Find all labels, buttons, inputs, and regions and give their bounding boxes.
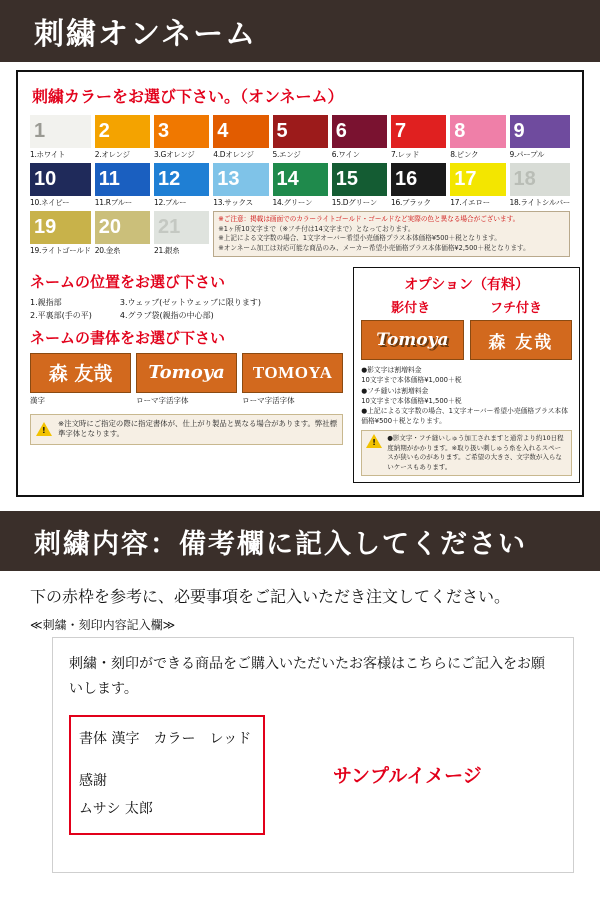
color-swatch-label: 7.レッド xyxy=(391,150,420,159)
font-warning-text: ※注文時にご指定の際に指定書体が、仕上がり製品と異なる場合があります。弊社標準字体となります。 xyxy=(58,418,338,439)
color-swatch-label: 10.ネイビー xyxy=(30,198,70,207)
option-note: 10文字まで本体価格¥1,500＋税 xyxy=(361,396,462,405)
color-note-line: ※ご注意：掲載は画面でのカラーライトゴールド・ゴールドなど実際の色と異なる場合がございます。 xyxy=(218,215,520,223)
color-note-line: ※1ヶ所10文字まで（※フチ付は14文字まで）となっております。 xyxy=(218,224,415,233)
option-note: ●上記による文字数の場合、1文字オーバー希望小売価格プラス本体価格¥500＋税となります。 xyxy=(361,406,569,426)
remarks-sample-frame xyxy=(69,715,265,835)
color-swatch-number: 12 xyxy=(154,163,209,196)
color-swatch-label: 9.パープル xyxy=(509,150,545,159)
color-swatch[interactable] xyxy=(273,115,328,160)
remarks-title: 刺繍内容：備考欄に記入してください xyxy=(34,528,527,560)
color-note-line: ※オンネーム加工は対応可能な商品のみ、メーカー希望小売価格プラス本体価格¥2,500＋税となります。 xyxy=(218,243,530,252)
sample-line: ムサシ 太郎 xyxy=(79,801,153,818)
color-swatch-label: 1.ホワイト xyxy=(30,150,66,159)
sample-image-label: サンプルイメージ xyxy=(333,765,482,788)
position-item: 3.ウェッブ(ゼットウェッブに限ります) xyxy=(119,298,261,308)
color-swatch-label: 2.オレンジ xyxy=(94,150,130,159)
option-head-shadow: 影付き xyxy=(391,301,431,317)
position-item: 2.平裏部(手の平) xyxy=(30,310,92,320)
color-swatch-number: 20 xyxy=(95,211,150,244)
color-swatch-label: 8.ピンク xyxy=(450,150,479,159)
color-swatch-number: 15 xyxy=(332,163,387,196)
color-swatch-label: 13.サックス xyxy=(213,198,253,207)
font-caption-row xyxy=(30,395,343,406)
remarks-lead-text: 下の赤枠を参考に、必要事項をご記入いただき注文してください。 xyxy=(30,587,511,606)
font-caption: ローマ字活字体 xyxy=(136,395,189,405)
font-warning-box xyxy=(30,414,343,445)
color-swatch-label: 16.ブラック xyxy=(391,198,431,207)
color-selection-section xyxy=(0,62,600,501)
sample-line: 書体 漢字 カラー レッド xyxy=(79,731,252,748)
option-warning-text: ●影文字・フチ縫いしゅう加工されますと通常より約10日程度納期がかかります。※取り扱い刺しゅう糸を入れるスペースが狭いものがあります。ご希望の大きさ、文字数が入らないケースもあります。 xyxy=(387,434,564,471)
color-swatch-number: 6 xyxy=(332,115,387,148)
color-swatch-number: 5 xyxy=(273,115,328,148)
color-swatch[interactable] xyxy=(391,163,446,208)
color-swatch-number: 19 xyxy=(30,211,91,244)
color-swatch[interactable] xyxy=(273,163,328,208)
section-header-remarks xyxy=(0,511,600,571)
color-swatch[interactable] xyxy=(95,211,150,257)
color-swatch-number: 11 xyxy=(95,163,150,196)
color-swatch[interactable] xyxy=(95,163,150,208)
remarks-sub-label: ≪刺繍・刻印内容記入欄≫ xyxy=(30,618,176,633)
color-swatch[interactable] xyxy=(332,163,387,208)
option-sample-border: 森 友哉 xyxy=(470,320,572,360)
option-note: ●フチ縫いは割増料金 xyxy=(361,386,429,395)
option-sample-shadow: Tomoya xyxy=(361,320,463,360)
remarks-section xyxy=(0,571,600,873)
color-swatch-label: 4.Dオレンジ xyxy=(213,150,254,159)
position-list xyxy=(30,297,343,323)
color-swatch-label: 20.金糸 xyxy=(94,246,121,255)
color-swatch-label: 18.ライトシルバー xyxy=(509,198,570,207)
color-note-box xyxy=(213,211,570,257)
font-sample-script: Tomoya xyxy=(136,353,237,393)
color-swatch[interactable] xyxy=(154,115,209,160)
color-swatch-number: 3 xyxy=(154,115,209,148)
color-swatch-number: 16 xyxy=(391,163,446,196)
color-swatch-label: 15.Dグリーン xyxy=(331,198,377,207)
font-sample-row xyxy=(30,353,343,393)
color-swatch[interactable] xyxy=(154,211,209,257)
sample-line: 感謝 xyxy=(79,773,107,790)
color-swatch-number: 7 xyxy=(391,115,446,148)
color-swatch-number: 10 xyxy=(30,163,91,196)
color-swatch-number: 4 xyxy=(213,115,268,148)
color-swatch-label: 21.銀糸 xyxy=(154,246,180,255)
color-swatch[interactable] xyxy=(450,115,505,160)
color-swatch-grid xyxy=(30,115,570,257)
color-swatch-label: 6.ワイン xyxy=(331,150,360,159)
section-header-embroidery-name xyxy=(0,0,600,62)
page-title: 刺繍オンネーム xyxy=(34,17,258,52)
color-panel xyxy=(16,70,584,497)
color-swatch-label: 11.Rブルー xyxy=(94,198,133,207)
font-sample-kanji: 森 友哉 xyxy=(30,353,131,393)
color-note-line: ※上記による文字数の場合、1文字オーバー希望小売価格プラス本体価格¥500＋税となります。 xyxy=(218,234,501,243)
position-item: 1.親指部 xyxy=(30,298,62,308)
color-swatch[interactable] xyxy=(213,115,268,160)
option-panel-title: オプション（有料） xyxy=(404,277,529,294)
warning-triangle-icon xyxy=(36,422,52,436)
position-item: 4.グラブ袋(親指の中心部) xyxy=(119,310,214,320)
color-swatch-label: 19.ライトゴールド xyxy=(30,246,91,255)
color-swatch[interactable] xyxy=(154,163,209,208)
color-swatch[interactable] xyxy=(391,115,446,160)
color-swatch-number: 2 xyxy=(95,115,150,148)
color-swatch-number: 1 xyxy=(30,115,91,148)
font-panel-title: ネームの書体をお選び下さい xyxy=(30,328,226,347)
option-panel xyxy=(353,267,580,483)
option-notes xyxy=(361,365,572,426)
color-swatch-label: 17.イエロー xyxy=(450,198,490,207)
position-panel-title: ネームの位置をお選び下さい xyxy=(30,273,226,292)
color-swatch[interactable] xyxy=(332,115,387,160)
remarks-textarea[interactable] xyxy=(52,637,574,873)
option-head-border: フチ付き xyxy=(490,301,543,317)
color-swatch[interactable] xyxy=(95,115,150,160)
color-swatch-label: 3.Gオレンジ xyxy=(154,150,195,159)
option-note: 10文字まで本体価格¥1,000＋税 xyxy=(361,376,462,385)
option-note: ●影文字は割増料金 xyxy=(361,366,422,375)
option-chip-row xyxy=(361,320,572,360)
font-caption: ローマ字活字体 xyxy=(242,395,295,405)
color-swatch-number: 8 xyxy=(450,115,505,148)
left-column xyxy=(30,267,343,483)
font-caption: 漢字 xyxy=(30,395,45,405)
color-swatch-number: 17 xyxy=(450,163,505,196)
color-swatch[interactable] xyxy=(510,163,571,208)
warning-triangle-icon xyxy=(366,434,382,448)
remarks-intro-text: 刺繍・刻印ができる商品をご購入いただいたお客様はこちらにご記入をお願いします。 xyxy=(69,656,545,697)
lower-split xyxy=(30,267,570,483)
color-swatch-number: 13 xyxy=(213,163,268,196)
color-swatch-number: 9 xyxy=(510,115,571,148)
color-swatch-number: 14 xyxy=(273,163,328,196)
option-head-row xyxy=(361,297,572,316)
color-swatch-label: 5.エンジ xyxy=(272,150,301,159)
color-swatch[interactable] xyxy=(30,115,91,160)
color-swatch[interactable] xyxy=(510,115,571,160)
color-swatch[interactable] xyxy=(30,211,91,257)
color-swatch[interactable] xyxy=(450,163,505,208)
option-warning-box xyxy=(361,430,572,476)
color-swatch-number: 18 xyxy=(510,163,571,196)
color-swatch[interactable] xyxy=(213,163,268,208)
color-swatch-label: 12.ブルー xyxy=(154,198,187,207)
color-swatch-label: 14.グリーン xyxy=(272,198,313,207)
color-swatch-number: 21 xyxy=(154,211,209,244)
font-sample-block: TOMOYA xyxy=(242,353,343,393)
color-panel-title: 刺繍カラーをお選び下さい。（オンネーム） xyxy=(32,87,344,106)
color-swatch[interactable] xyxy=(30,163,91,208)
